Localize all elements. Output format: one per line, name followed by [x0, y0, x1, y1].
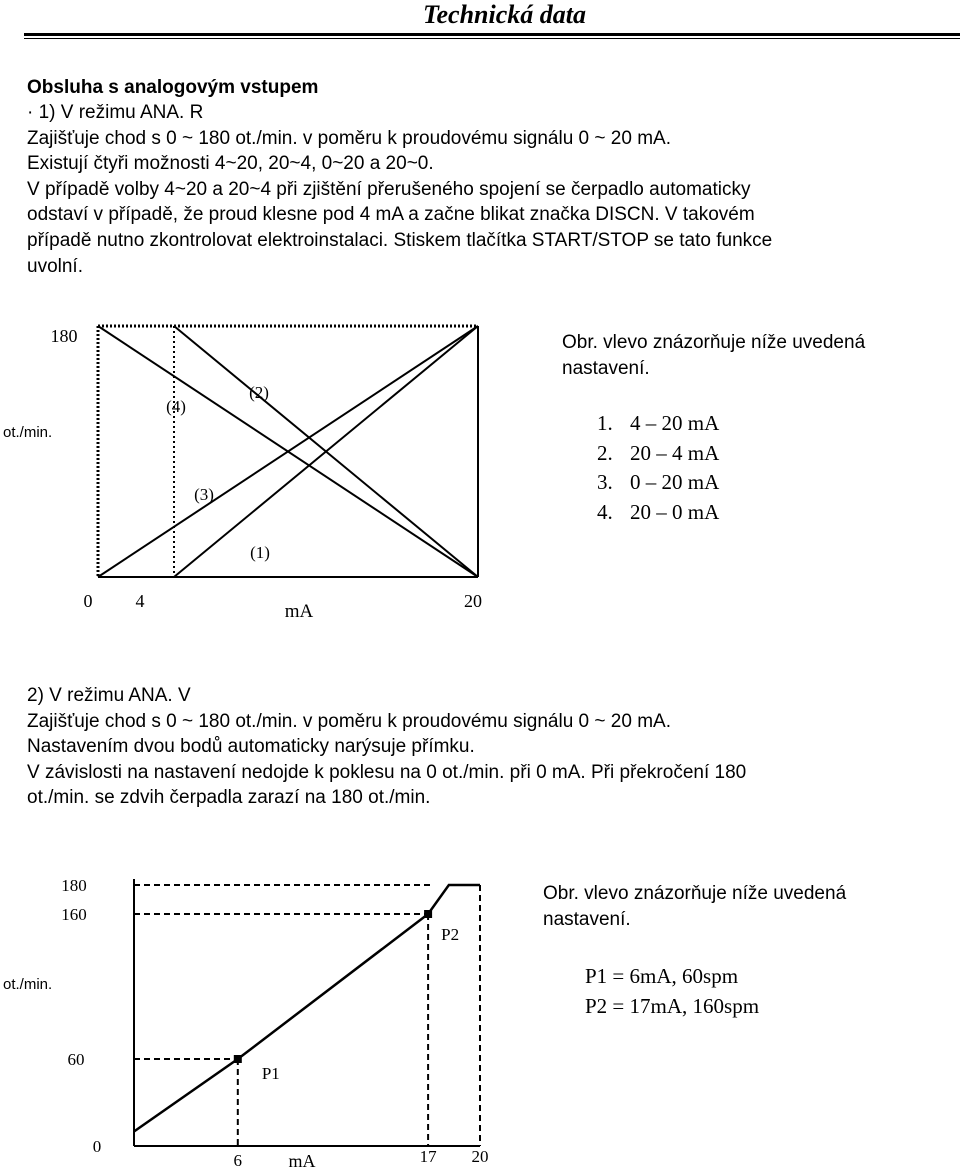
chart2-note — [543, 881, 846, 932]
chart2-x-tick-label: 6 — [233, 1151, 243, 1169]
text-line: · 1) V režimu ANA. R — [27, 102, 204, 123]
note-line: Obr. vlevo znázorňuje níže uvedená — [562, 332, 866, 353]
chart1-x-axis-label: mA — [284, 601, 314, 622]
chart2-y-tick-label: 60 — [67, 1050, 85, 1069]
chart2-x-tick-label: 20 — [471, 1147, 489, 1166]
chart2 — [50, 868, 500, 1169]
chart1-series-label: (4) — [166, 397, 186, 416]
text-line: Existují čtyři možnosti 4~20, 20~4, 0~20 a 20~0. — [27, 153, 434, 175]
point-setting-item: P2 = 17mA, 160spm — [585, 993, 760, 1018]
page-header-title: Technická data — [423, 0, 586, 29]
chart2-point-label: P1 — [261, 1064, 280, 1083]
chart2-y-axis-label: ot./min. — [3, 976, 53, 993]
chart1-x-tick-label: 4 — [135, 591, 145, 611]
chart1-series-label: (2) — [249, 383, 269, 402]
text-line: V případě volby 4~20 a 20~4 při zjištění přerušeného spojení se čerpadlo automaticky — [27, 178, 751, 200]
chart2-x-axis-label: mA — [288, 1151, 316, 1169]
text-line: Zajišťuje chod s 0 ~ 180 ot./min. v poměru k proudovému signálu 0 ~ 20 mA. — [27, 127, 671, 149]
note-line: nastavení. — [562, 357, 650, 379]
chart1-y-axis-label: ot./min. — [3, 424, 53, 441]
chart1-y-tick-label: 180 — [50, 326, 78, 346]
chart2-y-tick-label: 160 — [61, 905, 87, 924]
section-heading: Obsluha s analogovým vstupem — [27, 77, 319, 98]
chart2-points-list — [585, 962, 759, 1021]
text-line: 2) V režimu ANA. V — [27, 685, 191, 706]
chart2-point-label: P2 — [441, 925, 460, 944]
setting-item: 2. 20 – 4 mA — [597, 440, 720, 465]
chart2-point-marker — [234, 1055, 242, 1063]
text-line: ot./min. se zdvih čerpadla zarazí na 180 ot./min. — [27, 787, 431, 809]
section1-text — [27, 100, 952, 279]
chart1-x-tick-label: 0 — [83, 591, 93, 611]
setting-item: 1. 4 – 20 mA — [597, 411, 720, 435]
text-line: odstaví v případě, že proud klesne pod 4 mA a začne blikat značka DISCN. V takovém — [27, 204, 755, 226]
chart1-note — [562, 330, 865, 381]
chart2-y-tick-label: 180 — [61, 876, 87, 895]
note-line: Obr. vlevo znázorňuje níže uvedená — [543, 883, 847, 904]
chart2-x-tick-label: 0 — [92, 1137, 102, 1156]
point-setting-item: P1 = 6mA, 60spm — [585, 964, 739, 988]
chart1-settings-list — [597, 409, 719, 527]
chart2-point-marker — [424, 910, 432, 918]
text-line: Zajišťuje chod s 0 ~ 180 ot./min. v poměru k proudovému signálu 0 ~ 20 mA. — [27, 710, 671, 732]
chart1-series-label: (1) — [250, 543, 270, 562]
header-rule-thin — [24, 38, 960, 39]
chart1 — [40, 318, 500, 628]
text-line: V závislosti na nastavení nedojde k poklesu na 0 ot./min. při 0 mA. Při překročení 180 — [27, 761, 747, 783]
setting-item: 3. 0 – 20 mA — [597, 470, 720, 494]
section2-text — [27, 683, 952, 811]
chart1-x-tick-label: 20 — [464, 591, 482, 611]
text-line: Nastavením dvou bodů automaticky narýsuje přímku. — [27, 736, 475, 758]
chart2-x-tick-label: 17 — [419, 1147, 437, 1166]
chart1-series-label: (3) — [194, 485, 214, 504]
setting-item: 4. 20 – 0 mA — [597, 499, 720, 524]
text-line: uvolní. — [27, 255, 83, 277]
note-line: nastavení. — [543, 908, 631, 930]
text-line: případě nutno zkontrolovat elektroinstalaci. Stiskem tlačítka START/STOP se tato funkce — [27, 229, 773, 251]
header-rule — [24, 33, 960, 36]
